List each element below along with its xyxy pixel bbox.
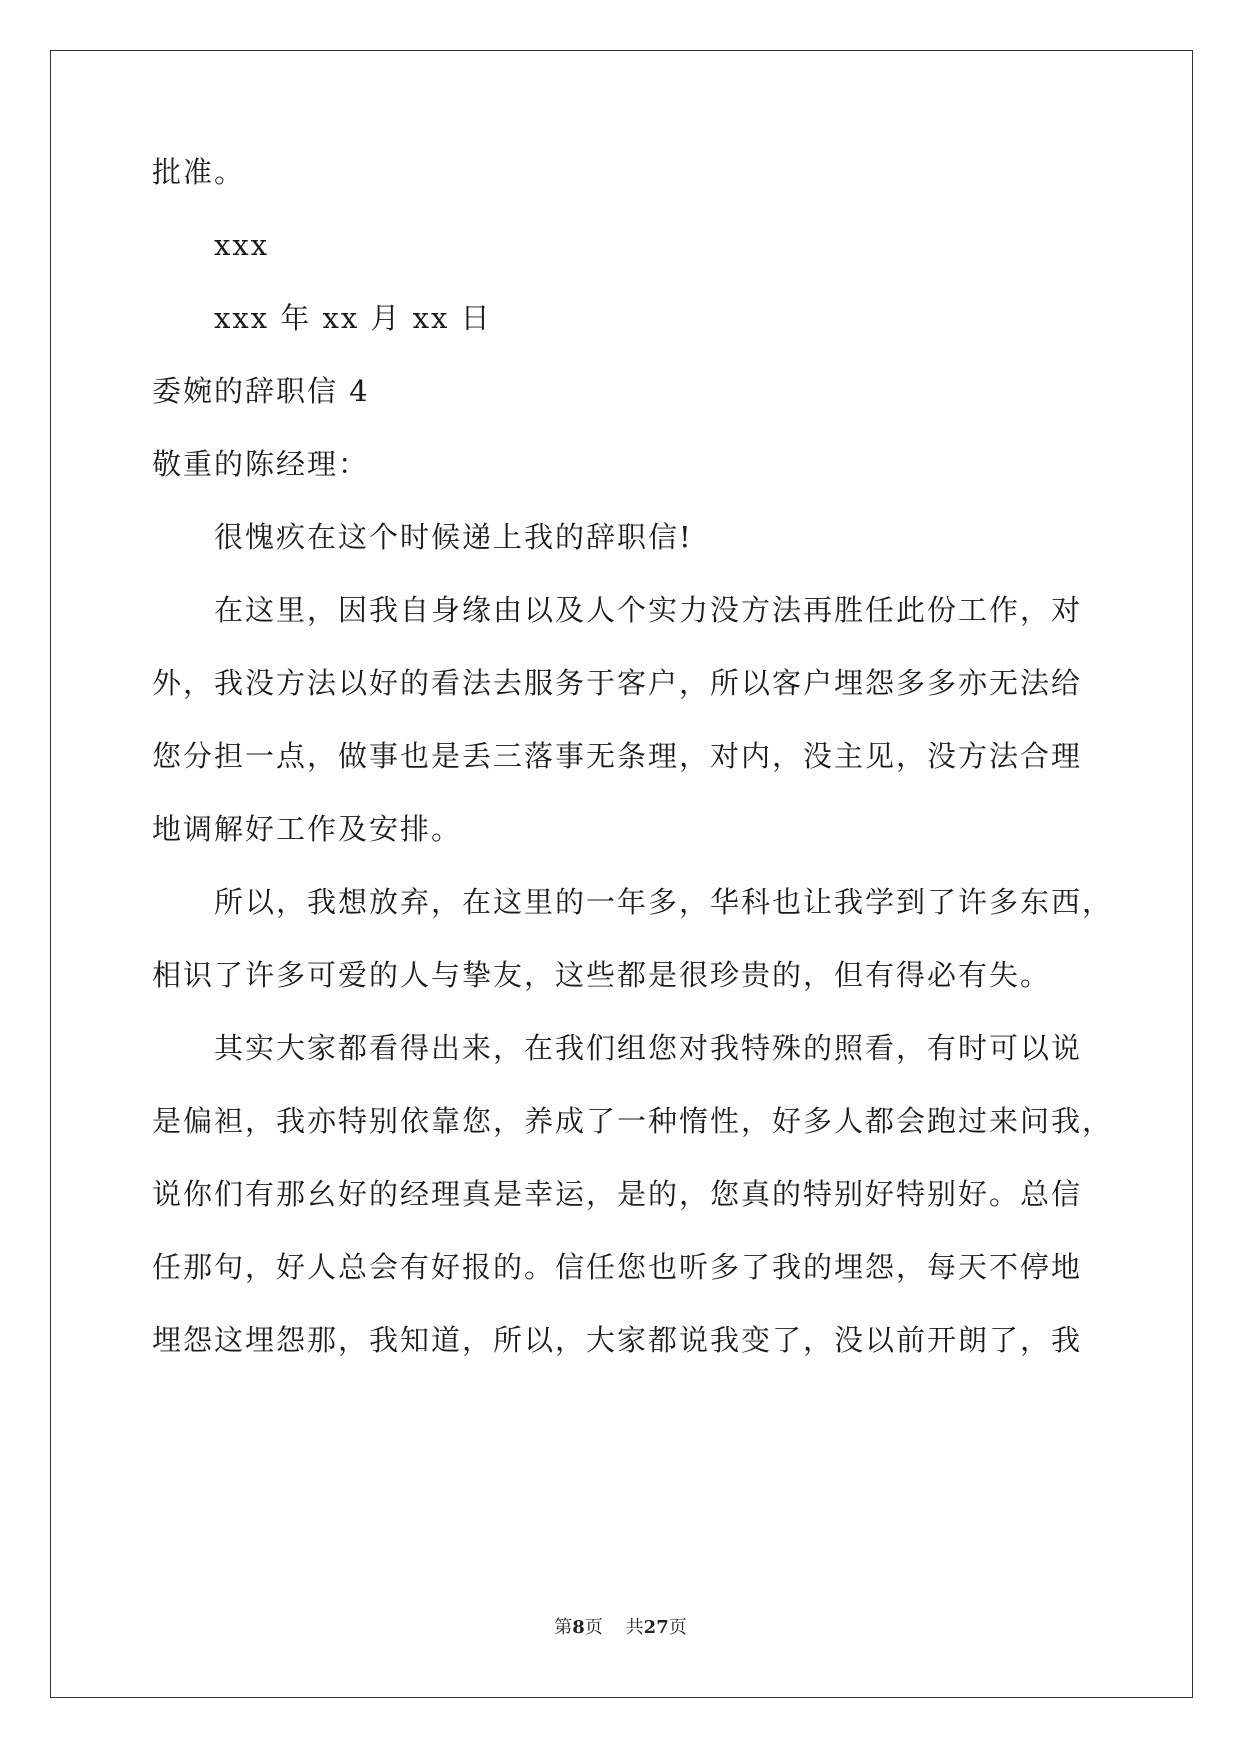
paragraph-line: 在这里，因我自身缘由以及人个实力没方法再胜任此份工作，对 bbox=[214, 593, 1083, 627]
paragraph-line: 任那句，好人总会有好报的。信任您也听多了我的埋怨，每天不停地 bbox=[152, 1250, 1083, 1284]
page-footer bbox=[0, 1616, 1241, 1640]
paragraph-line: 埋怨这埋怨那，我知道，所以，大家都说我变了，没以前开朗了，我 bbox=[152, 1323, 1083, 1357]
section-heading: 委婉的辞职信 4 bbox=[152, 374, 370, 408]
paragraph-line: 是偏袒，我亦特别依靠您，养成了一种惰性，好多人都会跑过来问我， bbox=[152, 1104, 1114, 1138]
text-line: 批准。 bbox=[152, 155, 246, 189]
paragraph-line: 您分担一点，做事也是丢三落事无条理，对内，没主见，没方法合理 bbox=[152, 739, 1083, 773]
salutation: 敬重的陈经理： bbox=[152, 447, 370, 481]
paragraph-line: 说你们有那幺好的经理真是幸运，是的，您真的特别好特别好。总信 bbox=[152, 1177, 1083, 1211]
signature-date: xxx 年 xx 月 xx 日 bbox=[214, 301, 492, 335]
signature-name: xxx bbox=[214, 228, 270, 262]
paragraph-line: 相识了许多可爱的人与挚友，这些都是很珍贵的，但有得必有失。 bbox=[152, 958, 1052, 992]
page-number: 8 bbox=[572, 1617, 585, 1638]
paragraph-line: 地调解好工作及安排。 bbox=[152, 812, 463, 846]
paragraph-line: 其实大家都看得出来，在我们组您对我特殊的照看，有时可以说 bbox=[214, 1031, 1083, 1065]
page-suffix: 页 bbox=[584, 1617, 603, 1638]
paragraph-line: 外，我没方法以好的看法去服务于客户，所以客户埋怨多多亦无法给 bbox=[152, 666, 1083, 700]
paragraph-line: 很愧疚在这个时候递上我的辞职信! bbox=[214, 520, 693, 554]
total-prefix: 共 bbox=[625, 1617, 644, 1638]
total-suffix: 页 bbox=[668, 1617, 687, 1638]
total-pages: 27 bbox=[643, 1617, 669, 1638]
paragraph-line: 所以，我想放弃，在这里的一年多，华科也让我学到了许多东西， bbox=[214, 885, 1114, 919]
page-prefix: 第 bbox=[554, 1617, 573, 1638]
